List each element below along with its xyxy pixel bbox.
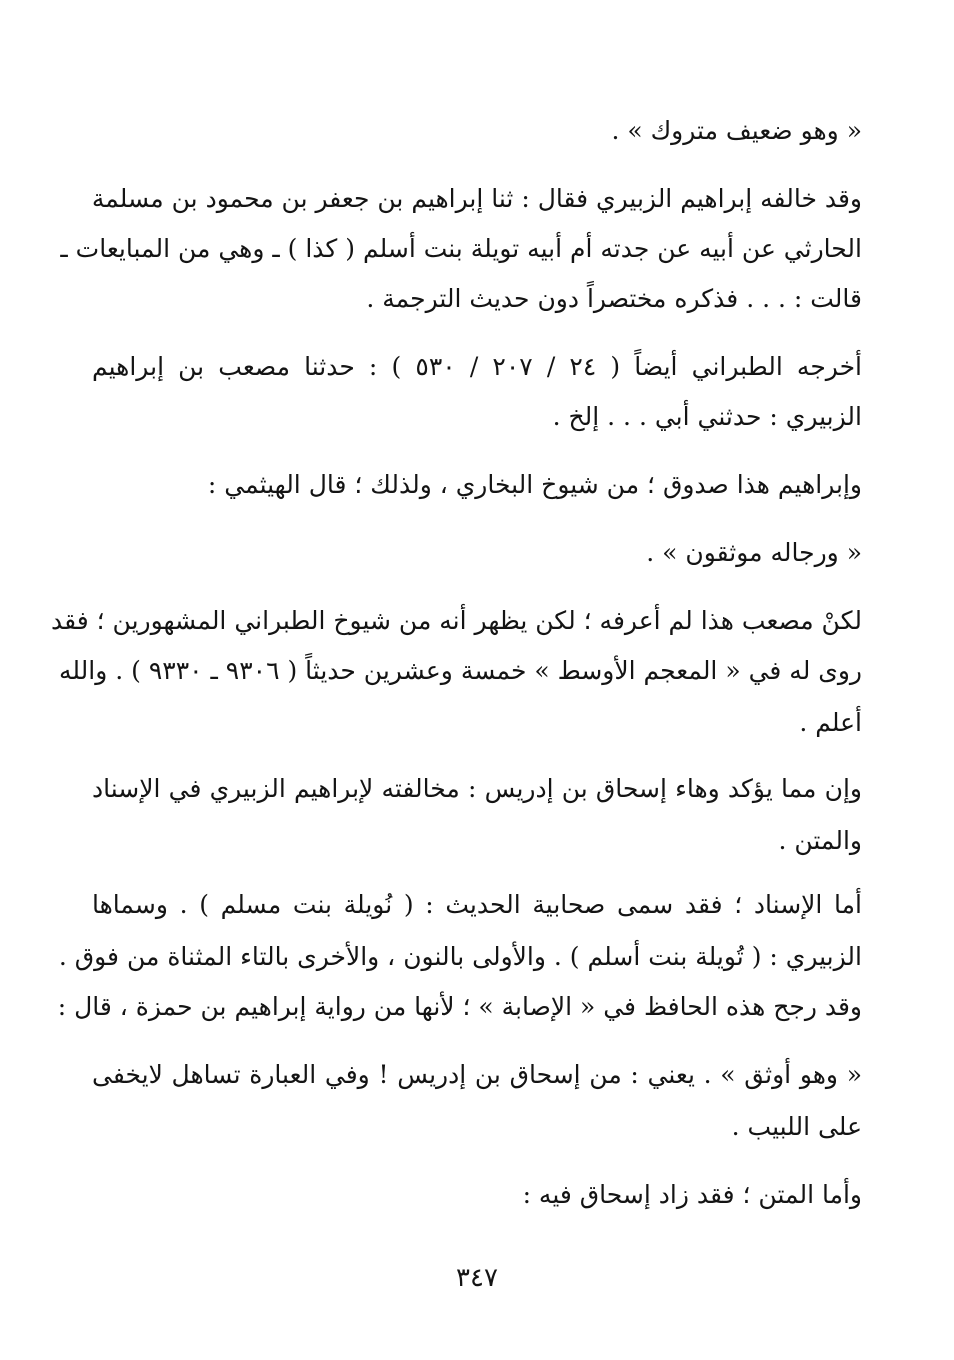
- text-line: على اللبيب .: [731, 1112, 862, 1141]
- text-line: وقد خالفه إبراهيم الزبيري فقال : ثنا إبراهيم بن جعفر بن محمود بن مسلمة: [91, 184, 862, 213]
- text-line: قالت : . . . فذكره مختصراً دون حديث الترجمة .: [366, 284, 862, 313]
- text-line: الزبيري : ( تُويلة بنت أسلم ) . والأولى بالنون ، والأخرى بالتاء المثناة من فوق .: [58, 942, 862, 971]
- text-line: الحارثي عن أبيه عن جدته أم أبيه تويلة بنت أسلم ( كذا ) ـ وهي من المبايعات ـ: [60, 234, 862, 263]
- text-line: أخرجه الطبراني أيضاً ( ٢٤ / ٢٠٧ / ٥٣٠ ) : حدثنا مصعب بن إبراهيم: [92, 352, 862, 381]
- text-line: أعلم .: [799, 708, 862, 737]
- text-line: « وهو أوثق » . يعني : من إسحاق بن إدريس ! وفي العبارة تساهل لايخفى: [92, 1060, 862, 1089]
- text-line: وإن مما يؤكد وهاء إسحاق بن إدريس : مخالفته لإبراهيم الزبيري في الإسناد: [92, 774, 862, 803]
- text-line: « وهو ضعيف متروك » .: [611, 116, 862, 145]
- text-line: لكنْ مصعب هذا لم أعرفه ؛ لكن يظهر أنه من شيوخ الطبراني المشهورين ؛ فقد: [51, 606, 862, 635]
- text-line: أما الإسناد ؛ فقد سمى صحابية الحديث : ( نُويلة بنت مسلم ) . وسماها: [92, 890, 862, 919]
- text-line: الزبيري : حدثني أبي . . . إلخ .: [552, 402, 862, 431]
- text-line: « ورجاله موثقون » .: [646, 538, 862, 567]
- page-number: ٣٤٧: [456, 1263, 498, 1293]
- text-line: روى له في « المعجم الأوسط » خمسة وعشرين حديثاً ( ٩٣٠٦ ـ ٩٣٣٠ ) . والله: [59, 656, 862, 685]
- text-line: وأما المتن ؛ فقد زاد إسحاق فيه :: [522, 1180, 862, 1209]
- text-line: والمتن .: [778, 826, 862, 855]
- text-line: وقد رجح هذه الحافظ في « الإصابة » ؛ لأنها من رواية إبراهيم بن حمزة ، قال :: [57, 992, 862, 1021]
- text-line: وإبراهيم هذا صدوق ؛ من شيوخ البخاري ، ولذلك ؛ قال الهيثمي :: [207, 470, 862, 499]
